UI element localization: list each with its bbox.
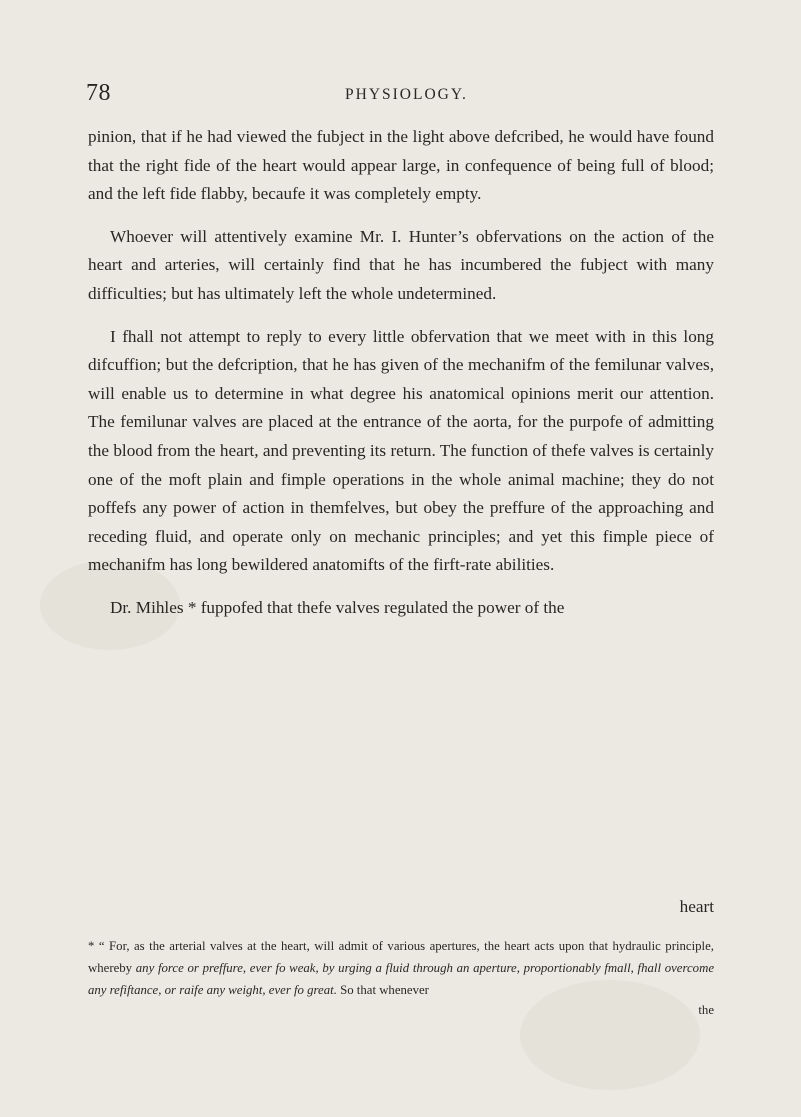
running-head: PHYSIOLOGY. [345, 86, 468, 103]
footnote-italic-text: any force or preffure, ever fo weak, by urging a fluid through an aperture, proportionably fmall, fhall overcome any refiftance, or raife any weight, ever fo great. [88, 961, 714, 997]
footnote-text-end: So that whenever [336, 983, 429, 997]
footnote-text: * “ For, as the arterial valves at the heart, will admit of various apertures, the heart acts upon that hydraulic principle, whereby [88, 939, 714, 975]
page-number: 78 [86, 80, 111, 106]
paragraph: pinion, that if he had viewed the fubject in the light above defcribed, he would have found that the right fide of the heart would appear large, in confequence of being full of blood; and the left fide flabby, becaufe it was completely empty. [88, 127, 714, 204]
footnote [88, 935, 714, 1001]
paragraph: Dr. Mihles * fuppofed that thefe valves regulated the power of the [110, 597, 565, 617]
paragraph: Whoever will attentively examine Mr. I. Hunter’s obfervations on the action of the heart and arteries, will certainly find that he has incumbered the fubject with many difficulties; but has ultimately left the whole undetermined. [88, 226, 714, 303]
main-text [88, 123, 714, 623]
footnote-catchword: the [698, 1003, 714, 1017]
paragraph: I fhall not attempt to reply to every little obfervation that we meet with in this long difcuffion; but the defcription, that he has given of the mechanifm of the femilunar valves, will enable us to determine in what degree his anatomical opinions merit our attention. The femilunar valves are placed at the entrance of the aorta, for the purpofe of admitting the blood from the heart, and preventing its return. The function of thefe valves is certainly one of the moft plain and fimple operations in the whole animal machine; they do not poffefs any power of action in themfelves, but obey the preffure of the approaching and receding fluid, and operate only on mechanic principles; and yet this fimple piece of mechanifm has long bewildered anatomifts of the firft-rate abilities. [88, 326, 714, 575]
catchword: heart [679, 897, 714, 916]
